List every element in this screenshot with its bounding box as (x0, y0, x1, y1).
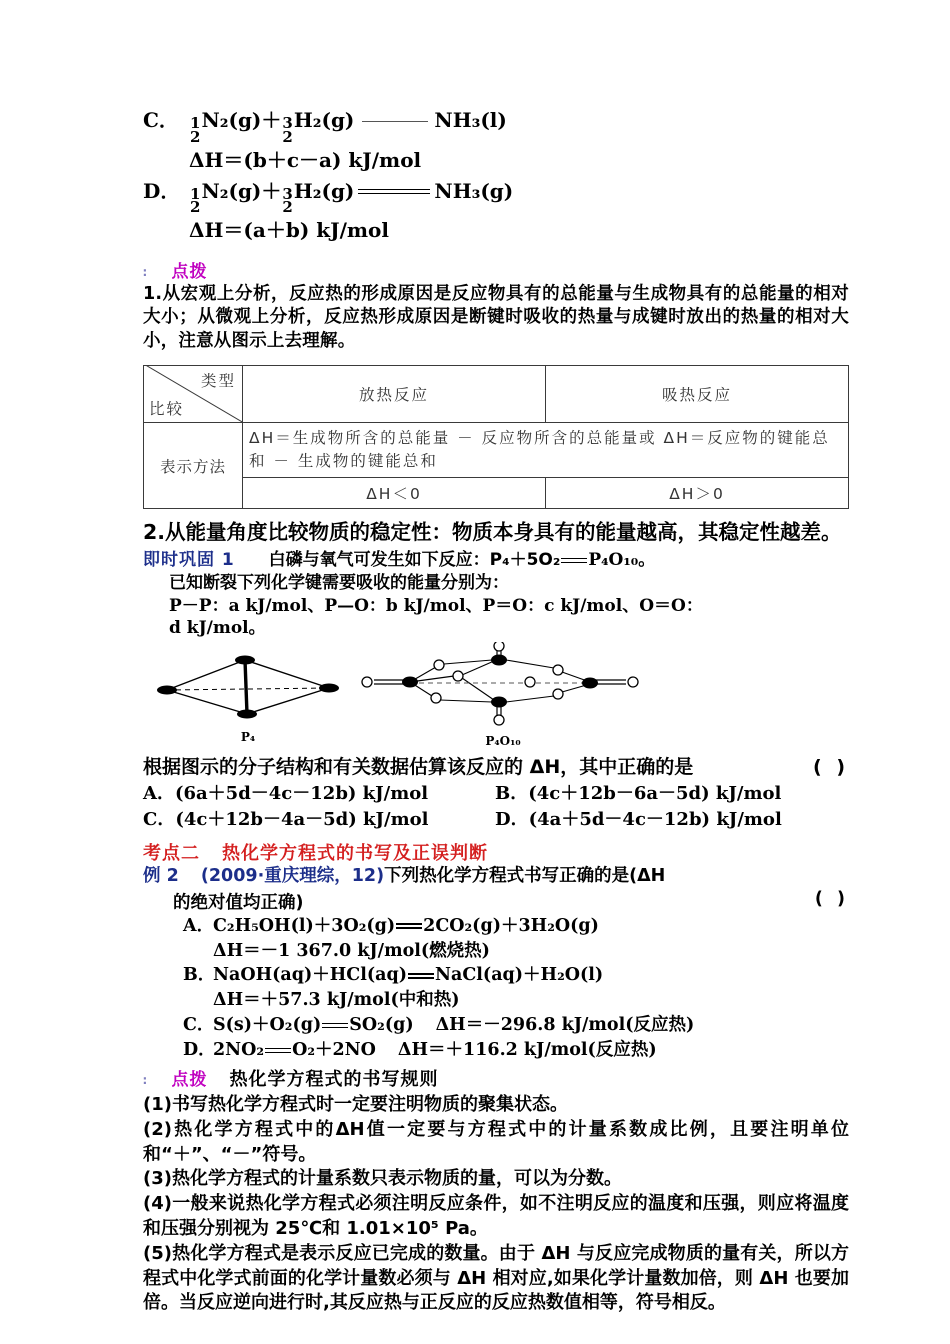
example-2-source: (2009·重庆理综，12) (200, 866, 385, 886)
phosphorus-pentoxide-diagram-icon (358, 642, 648, 732)
practice-option-d: D．(4a＋5d－4c－12b) kJ/mol (495, 808, 782, 830)
practice-line-4: d kJ/mol。 (169, 618, 266, 639)
option-c-enthalpy: ΔH＝(b＋c－a) kJ/mol (189, 147, 422, 172)
example-2-option-d-left: 2NO₂ (213, 1040, 265, 1061)
example-2-option-d-letter: D． (183, 1040, 216, 1061)
example-2-option-d-enthalpy: ΔH＝＋116.2 kJ/mol(反应热) (397, 1040, 657, 1061)
option-d-coefficient-three-halves: 3 2 (282, 184, 293, 217)
example-2-option-b-equation (143, 963, 849, 988)
practice-line-1-tail: P₄O₁₀。 (588, 550, 656, 571)
table-header-exothermic: 放热反应 (243, 365, 546, 422)
equilibrium-arrow-icon (358, 186, 430, 198)
example-2-option-c-letter: C． (183, 1015, 215, 1036)
option-c-product: NH₃(l) (434, 108, 507, 132)
option-d-equation (143, 175, 849, 215)
practice-options-row-1 (143, 781, 849, 807)
rules-list (143, 1093, 849, 1316)
example-2-option-d-equation (143, 1038, 849, 1063)
table-cell-method-text: ΔH＝生成物所含的总能量 － 反应物所含的总能量或 ΔH＝反应物的键能总和 － 生成物的键能总和 (243, 422, 849, 478)
table-corner-compare-label: 比较 (149, 399, 185, 418)
equals-sign-icon (265, 1046, 291, 1056)
rule-item-2: (2)热化学方程式中的ΔH值一定要与方程式中的计量系数成比例，且要注明单位和“＋”、“－”符号。 (143, 1118, 849, 1165)
rule-item-4: (4)一般来说热化学方程式必须注明反应条件，如不注明反应的温度和压强，则应将温度和压强分别视为 25℃和 1.01×10⁵ Pa。 (143, 1193, 849, 1239)
section-2-heading: 2.从能量角度比较物质的稳定性：物质本身具有的能量越高，其稳定性越差。 (143, 520, 842, 545)
example-2-stem: 下列热化学方程式书写正确的是(ΔH (384, 866, 666, 886)
kaodian-2-title: 热化学方程式的书写及正误判断 (222, 843, 488, 864)
figure-p4o10 (358, 642, 648, 748)
practice-line-3: P－P：a kJ/mol、P—O：b kJ/mol、P＝O：c kJ/mol、O＝O： (169, 595, 703, 616)
table-header-endothermic: 吸热反应 (546, 365, 849, 422)
example-2-option-c-left: S(s)＋O₂(g) (213, 1015, 322, 1036)
example-2-option-c-enthalpy: ΔH＝－296.8 kJ/mol(反应热) (435, 1015, 695, 1036)
table-row-header (144, 365, 849, 422)
example-2-option-c-right: SO₂(g) (349, 1015, 414, 1036)
practice-question-text: 根据图示的分子结构和有关数据估算该反应的 ΔH，其中正确的是 (143, 756, 694, 779)
example-2-stem-line2-text: 的绝对值均正确) (173, 892, 304, 913)
option-c-block (143, 104, 849, 173)
option-d-enthalpy: ΔH＝(a＋b) kJ/mol (189, 218, 389, 243)
page-content (143, 104, 849, 1316)
example-2-label: 例 2 (143, 866, 179, 886)
example-2-option-a-enthalpy: ΔH＝－1 367.0 kJ/mol(燃烧热) (213, 940, 490, 961)
figure-p4o10-caption: P₄O₁₀ (485, 734, 521, 749)
tip-heading-2-text: 点拨 (171, 1069, 208, 1090)
option-d-block (143, 175, 849, 244)
equals-sign-icon (322, 1021, 348, 1031)
example-2-header (143, 865, 849, 889)
tip-heading-1 (143, 257, 849, 282)
comparison-table (143, 365, 849, 510)
equals-sign-icon (408, 971, 434, 981)
option-c-coefficient-three-halves: 3 2 (282, 114, 293, 146)
kaodian-2-label: 考点二 (143, 843, 200, 864)
option-d-letter: D． (143, 178, 181, 203)
example-2-option-a-letter: A． (183, 915, 215, 936)
tip-heading-1-text: 点拨 (171, 262, 208, 283)
practice-option-c: C．(4c＋12b－4a－5d) kJ/mol (143, 808, 429, 830)
figure-p4-caption: P₄ (240, 730, 256, 745)
rule-item-1: (1)书写热化学方程式时一定要注明物质的聚集状态。 (143, 1093, 568, 1115)
tip-body-1: 1.从宏观上分析，反应热的形成原因是反应物具有的总能量与生成物具有的总能量的相对大小；从微观上分析，反应热形成原因是断键时吸收的热量与成键时放出的热量的相对大小，注意从图示上去理解。 (143, 284, 849, 351)
practice-header-line (143, 549, 849, 572)
option-d-product: NH₃(g) (434, 178, 514, 203)
option-c-coefficient-half: 1 2 (190, 114, 201, 146)
table-corner-type-label: 类型 (200, 371, 236, 390)
option-c-reactant-2: H₂(g) (293, 108, 355, 132)
table-cell-dh-positive: ΔH＞0 (546, 478, 849, 509)
example-2-option-d-right: O₂＋2NO (292, 1040, 376, 1061)
equals-sign-icon (396, 921, 422, 931)
practice-option-a: A．(6a＋5d－4c－12b) kJ/mol (143, 782, 429, 804)
example-2-option-c-equation (143, 1013, 849, 1038)
practice-option-b: B．(4c＋12b－6a－5d) kJ/mol (495, 782, 782, 804)
practice-options-row-2 (143, 807, 849, 833)
example-2-option-a-equation (143, 914, 849, 939)
rule-item-5: (5)热化学方程式是表示反应已完成的数量。由于 ΔH 与反应完成物质的量有关，所以方程式中化学式前面的化学计量数必须与 ΔH 相对应,如果化学计量数加倍，则 ΔH 也要加倍。当反应逆向进行时,其反应热与正反应的反应热数值相等，符号相反。 (143, 1242, 849, 1314)
tip-heading-2-subtitle: 热化学方程式的书写规则 (229, 1068, 439, 1090)
practice-answer-blank: ( ) (813, 756, 849, 779)
option-c-equation (143, 104, 849, 144)
plus-sign: ＋ (261, 178, 282, 203)
figure-p4 (153, 648, 343, 744)
example-2-option-b-left: NaOH(aq)＋HCl(aq) (213, 965, 407, 986)
tip-bullet-icon: ∶ (143, 1073, 148, 1088)
example-2-stem-line2 (143, 889, 849, 914)
molecule-figures (143, 646, 849, 754)
practice-label: 即时巩固 1 (143, 550, 235, 571)
rule-item-3: (3)热化学方程式的计量系数只表示物质的量，可以为分数。 (143, 1168, 622, 1190)
option-d-reactant-2: H₂(g) (293, 178, 355, 203)
option-d-coefficient-half: 1 2 (190, 184, 201, 217)
option-c-reactant-1: N₂(g) (201, 108, 262, 132)
example-2-option-b-letter: B． (183, 965, 216, 986)
table-row-sign (144, 478, 849, 509)
example-2-option-a-right: 2CO₂(g)＋3H₂O(g) (423, 915, 599, 936)
practice-question (143, 754, 849, 781)
kaodian-2-heading (143, 839, 849, 865)
reaction-arrow-icon (358, 115, 430, 127)
tip-bullet-icon: ∶ (143, 266, 148, 281)
tip-heading-2 (143, 1065, 849, 1091)
option-c-letter: C． (143, 108, 179, 132)
table-row-label-method: 表示方法 (144, 422, 243, 509)
table-row-method (144, 422, 849, 478)
example-2-option-b-right: NaCl(aq)＋H₂O(l) (435, 965, 604, 986)
equals-sign-icon (561, 556, 587, 566)
example-2-option-b-enthalpy: ΔH＝＋57.3 kJ/mol(中和热) (213, 990, 460, 1011)
example-2-answer-blank: ( ) (814, 888, 849, 909)
practice-line-2: 已知断裂下列化学键需要吸收的能量分别为： (169, 572, 509, 593)
plus-sign: ＋ (261, 108, 282, 132)
tetraphosphorus-diagram-icon (153, 648, 343, 726)
option-d-reactant-1: N₂(g) (201, 178, 262, 203)
practice-line-1: 白磷与氧气可发生如下反应：P₄＋5O₂ (268, 550, 561, 571)
example-2-option-a-left: C₂H₅OH(l)＋3O₂(g) (213, 915, 396, 936)
table-cell-dh-negative: ΔH＜0 (243, 478, 546, 509)
table-corner-cell (144, 365, 243, 422)
